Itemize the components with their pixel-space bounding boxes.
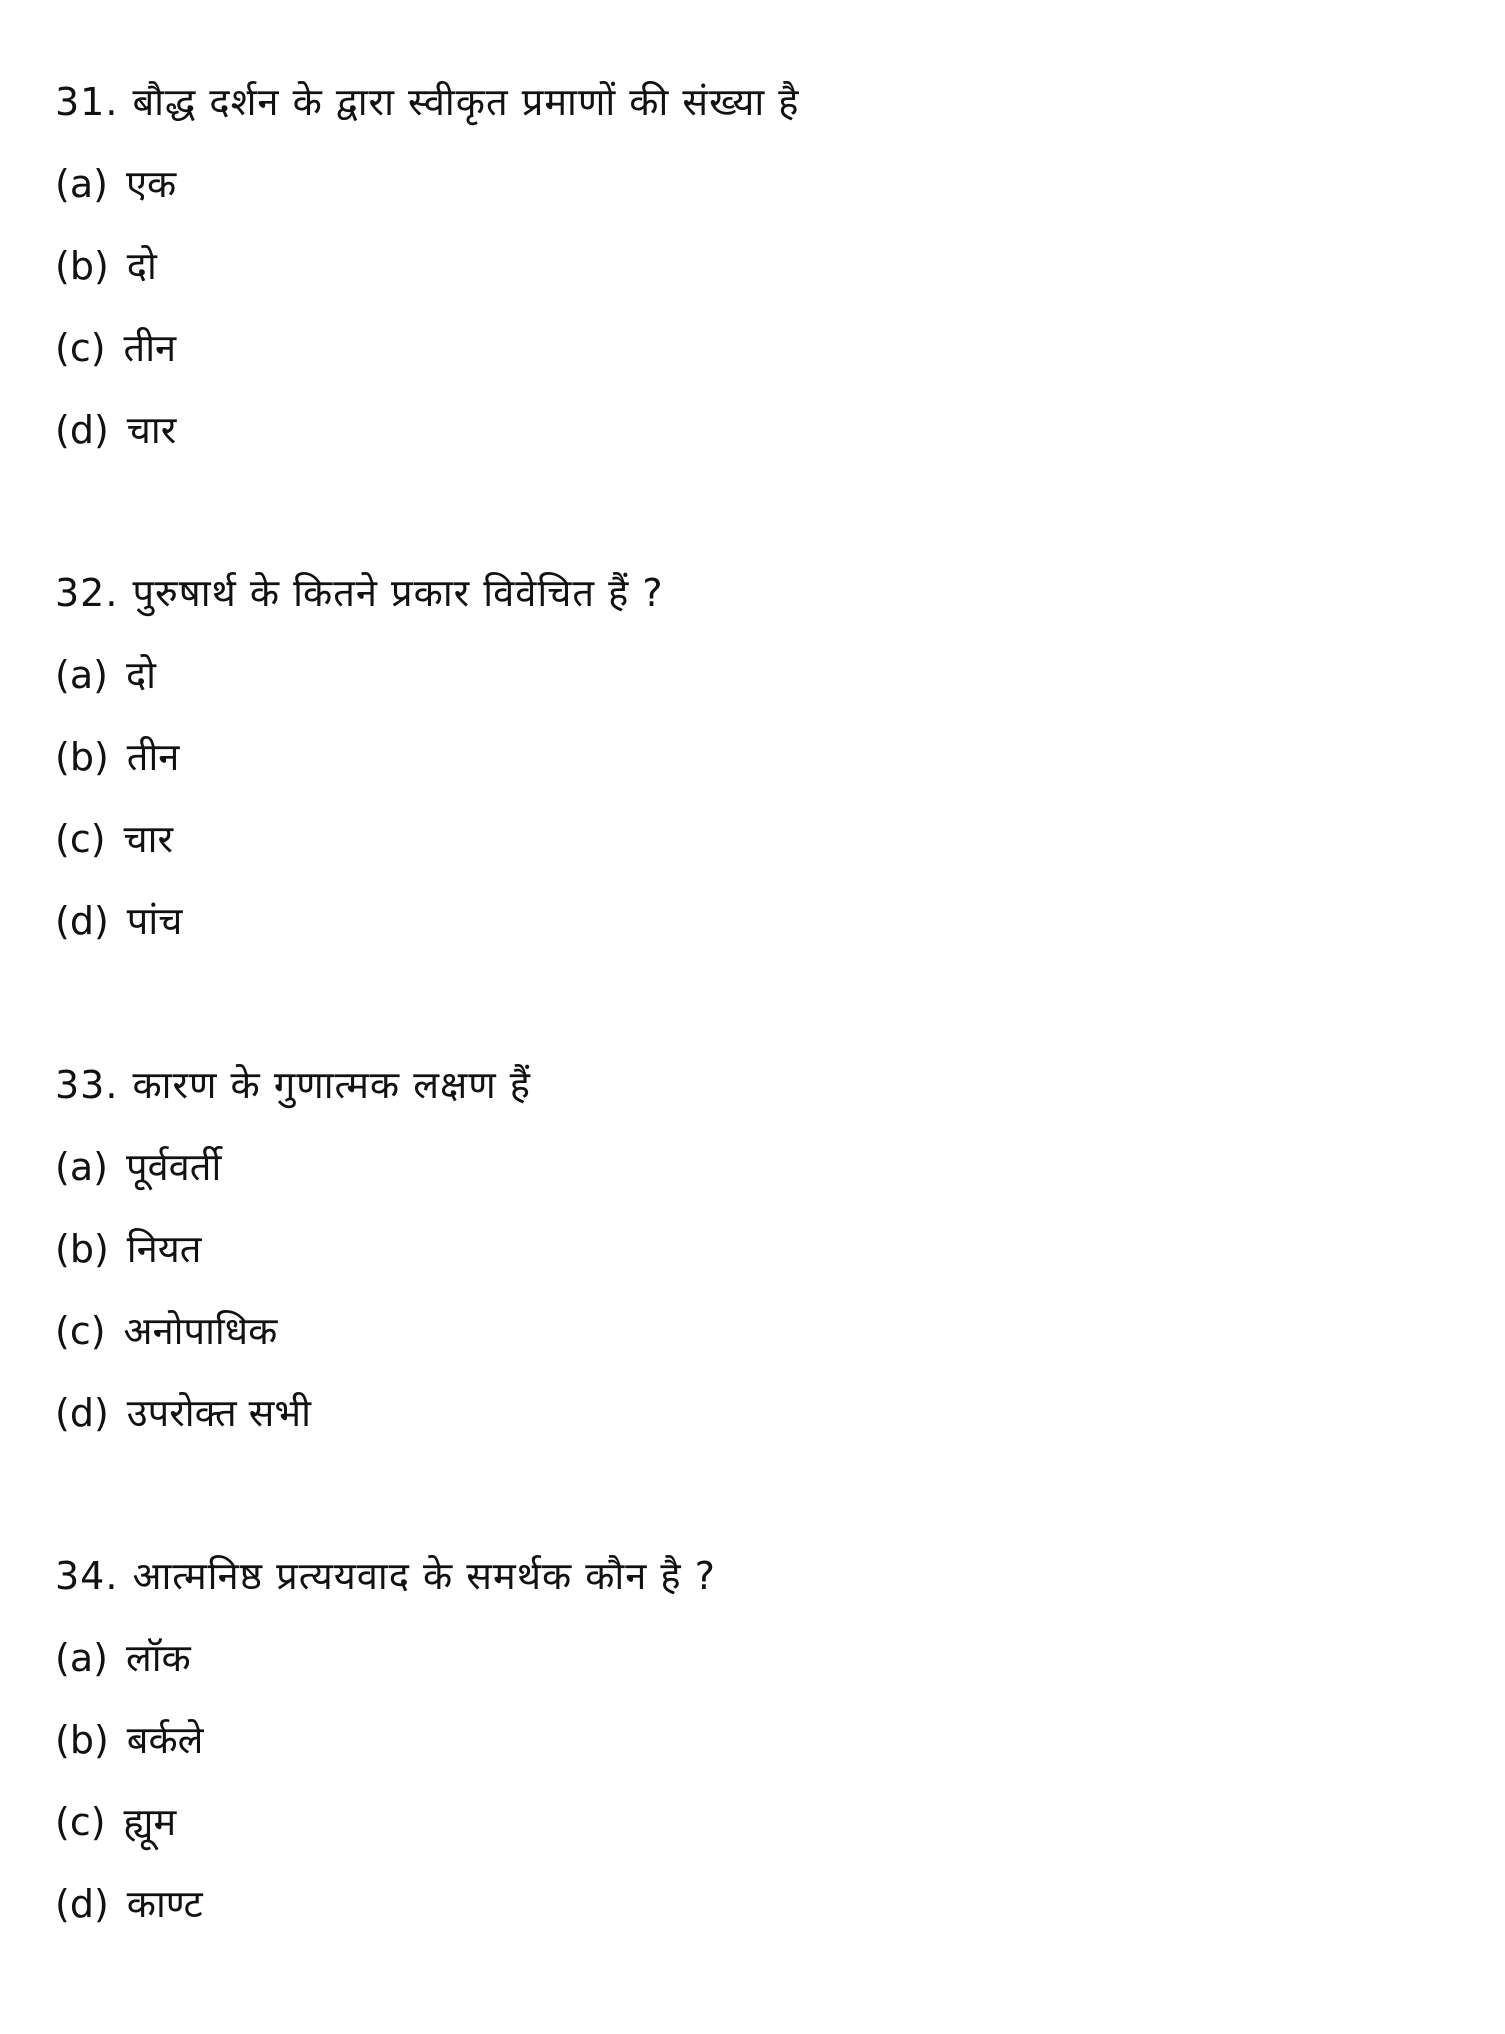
option-label: (c) xyxy=(55,817,106,861)
question-text xyxy=(55,76,1455,128)
option-c xyxy=(55,1796,1455,1848)
option-a xyxy=(55,158,1455,210)
options-list xyxy=(55,649,1455,947)
option-label: (a) xyxy=(55,653,108,697)
option-label: (d) xyxy=(55,1882,109,1926)
option-label: (a) xyxy=(55,1636,108,1680)
question-stem: बौद्ध दर्शन के द्वारा स्वीकृत प्रमाणों की संख्या है xyxy=(132,80,800,124)
option-c xyxy=(55,322,1455,374)
option-b xyxy=(55,731,1455,783)
option-text: लॉक xyxy=(125,1636,191,1680)
option-c xyxy=(55,1305,1455,1357)
option-a xyxy=(55,1632,1455,1684)
option-b xyxy=(55,240,1455,292)
option-text: नियत xyxy=(126,1227,202,1271)
option-text: दो xyxy=(126,244,157,288)
option-d xyxy=(55,1878,1455,1930)
option-text: पांच xyxy=(126,899,183,943)
option-label: (b) xyxy=(55,1227,109,1271)
question-number: 33. xyxy=(55,1063,119,1107)
option-d xyxy=(55,404,1455,456)
option-a xyxy=(55,1141,1455,1193)
option-label: (d) xyxy=(55,408,109,452)
question-text xyxy=(55,567,1455,619)
question-32 xyxy=(55,567,1455,947)
question-number: 31. xyxy=(55,80,119,124)
question-34 xyxy=(55,1550,1455,1930)
question-stem: आत्मनिष्ठ प्रत्ययवाद के समर्थक कौन है ? xyxy=(132,1554,716,1598)
question-stem: पुरुषार्थ के कितने प्रकार विवेचित हैं ? xyxy=(132,571,664,615)
option-a xyxy=(55,649,1455,701)
option-d xyxy=(55,895,1455,947)
option-text: तीन xyxy=(123,326,177,370)
option-text: तीन xyxy=(126,735,180,779)
options-list xyxy=(55,1632,1455,1930)
option-text: चार xyxy=(126,408,177,452)
option-b xyxy=(55,1714,1455,1766)
option-label: (c) xyxy=(55,1309,106,1353)
option-label: (c) xyxy=(55,1800,106,1844)
option-text: काण्ट xyxy=(126,1882,203,1926)
question-text xyxy=(55,1059,1455,1111)
option-label: (c) xyxy=(55,326,106,370)
question-33 xyxy=(55,1059,1455,1439)
option-text: ह्यूम xyxy=(123,1800,177,1844)
option-text: पूर्ववर्ती xyxy=(125,1145,222,1189)
option-label: (d) xyxy=(55,899,109,943)
option-text: उपरोक्त सभी xyxy=(126,1391,311,1435)
option-text: बर्कले xyxy=(126,1718,204,1762)
option-label: (d) xyxy=(55,1391,109,1435)
option-label: (b) xyxy=(55,735,109,779)
options-list xyxy=(55,158,1455,456)
option-b xyxy=(55,1223,1455,1275)
option-label: (a) xyxy=(55,1145,108,1189)
question-31 xyxy=(55,76,1455,456)
option-text: चार xyxy=(123,817,174,861)
question-stem: कारण के गुणात्मक लक्षण हैं xyxy=(132,1063,531,1107)
question-number: 32. xyxy=(55,571,119,615)
option-text: दो xyxy=(125,653,156,697)
option-d xyxy=(55,1387,1455,1439)
option-label: (b) xyxy=(55,244,109,288)
option-label: (b) xyxy=(55,1718,109,1762)
question-number: 34. xyxy=(55,1554,119,1598)
question-text xyxy=(55,1550,1455,1602)
option-label: (a) xyxy=(55,162,108,206)
options-list xyxy=(55,1141,1455,1439)
option-text: अनोपाधिक xyxy=(123,1309,278,1353)
option-c xyxy=(55,813,1455,865)
option-text: एक xyxy=(125,162,177,206)
